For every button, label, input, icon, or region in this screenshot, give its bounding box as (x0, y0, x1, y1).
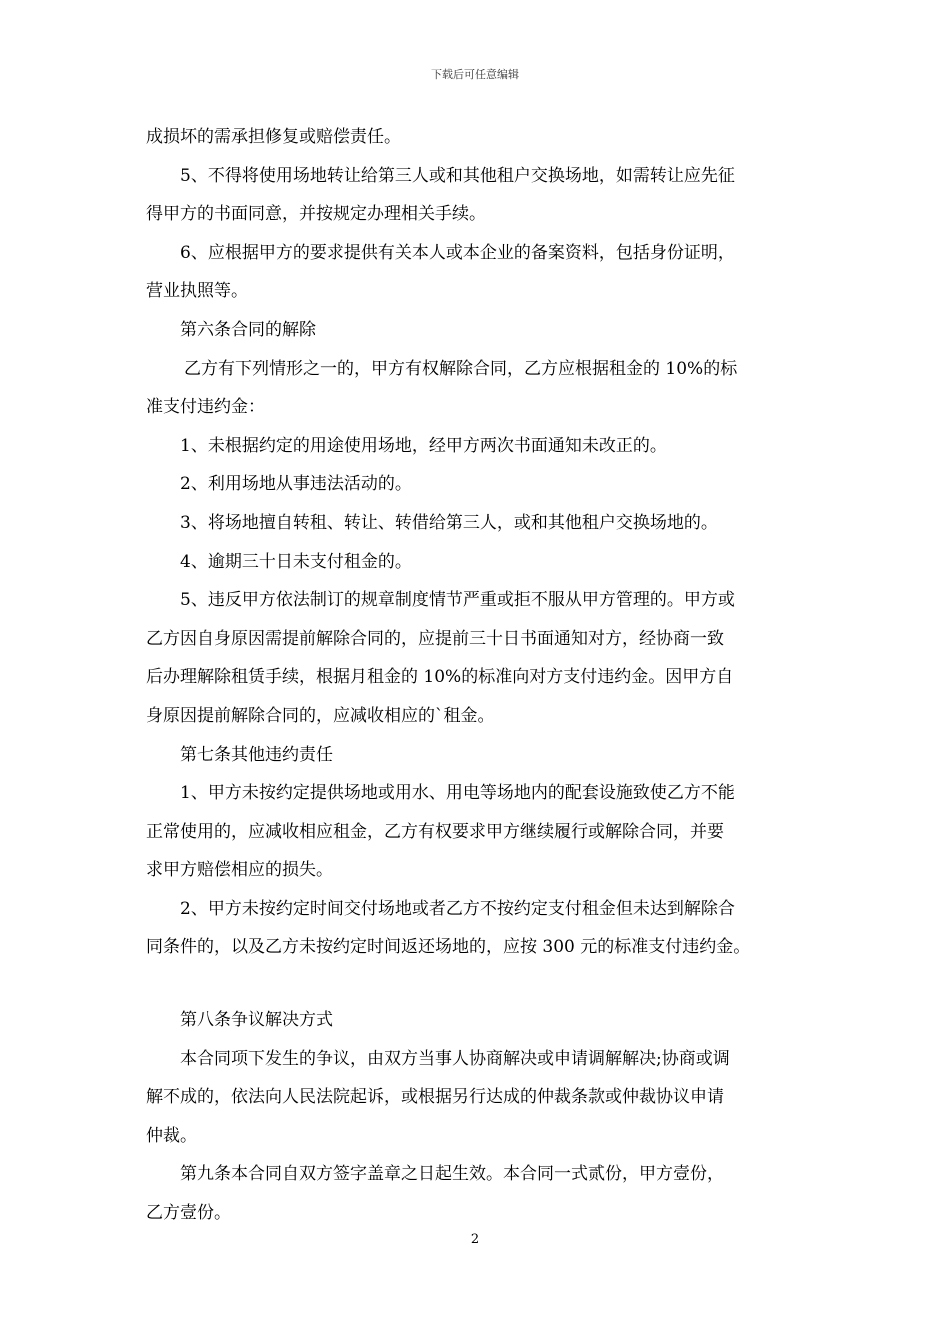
text-line: 仲裁。 (146, 1125, 197, 1146)
text-line: 身原因提前解除合同的，应减收相应的`租金。 (146, 705, 495, 726)
list-item: 4、逾期三十日未支付租金的。 (180, 551, 412, 572)
blank-line (146, 967, 814, 1001)
text-line: 求甲方赔偿相应的损失。 (146, 860, 333, 881)
text-line: 乙方因自身原因需提前解除合同的，应提前三十日书面通知对方，经协商一致 (146, 628, 724, 649)
header-note: 下载后可任意编辑 (431, 68, 519, 81)
clause-item-6: 6、应根据甲方的要求提供有关本人或本企业的备案资料，包括身份证明， (180, 242, 735, 263)
paragraph-start: 本合同项下发生的争议，由双方当事人协商解决或申请调解解决;协商或调 (180, 1048, 730, 1069)
text-line: 得甲方的书面同意，并按规定办理相关手续。 (146, 204, 486, 225)
list-item: 3、将场地擅自转租、转让、转借给第三人，或和其他租户交换场地的。 (180, 512, 718, 533)
section-heading-9: 第九条本合同自双方签字盖章之日起生效。本合同一式贰份，甲方壹份， (180, 1164, 724, 1185)
text-line: 正常使用的，应减收相应租金，乙方有权要求甲方继续履行或解除合同，并要 (146, 821, 724, 842)
paragraph-start: 乙方有下列情形之一的，甲方有权解除合同，乙方应根据租金的 10%的标 (184, 358, 738, 379)
text-line: 同条件的，以及乙方未按约定时间返还场地的，应按 300 元的标准支付违约金。 (146, 937, 751, 958)
list-item: 1、未根据约定的用途使用场地，经甲方两次书面通知未改正的。 (180, 435, 667, 456)
text-line: 解不成的，依法向人民法院起诉，或根据另行达成的仲裁条款或仲裁协议申请 (146, 1087, 724, 1108)
section-heading-6: 第六条合同的解除 (180, 319, 316, 340)
list-item: 2、甲方未按约定时间交付场地或者乙方不按约定支付租金但未达到解除合 (180, 898, 735, 919)
section-heading-7: 第七条其他违约责任 (180, 744, 333, 765)
text-line: 后办理解除租赁手续，根据月租金的 10%的标准向对方支付违约金。因甲方自 (146, 667, 734, 688)
list-item: 1、甲方未按约定提供场地或用水、用电等场地内的配套设施致使乙方不能 (180, 783, 735, 804)
clause-item-5: 5、不得将使用场地转让给第三人或和其他租户交换场地，如需转让应先征 (180, 165, 735, 186)
text-line: 乙方壹份。 (146, 1203, 231, 1224)
text-line: 成损坏的需承担修复或赔偿责任。 (146, 127, 401, 147)
section-heading-8: 第八条争议解决方式 (180, 1010, 333, 1031)
text-line: 准支付违约金： (146, 397, 265, 418)
text-line: 营业执照等。 (146, 281, 248, 302)
list-item: 5、违反甲方依法制订的规章制度情节严重或拒不服从甲方管理的。甲方或 (180, 590, 735, 611)
document-body (146, 118, 814, 1233)
page-number: 2 (470, 1232, 480, 1247)
list-item: 2、利用场地从事违法活动的。 (180, 474, 412, 495)
